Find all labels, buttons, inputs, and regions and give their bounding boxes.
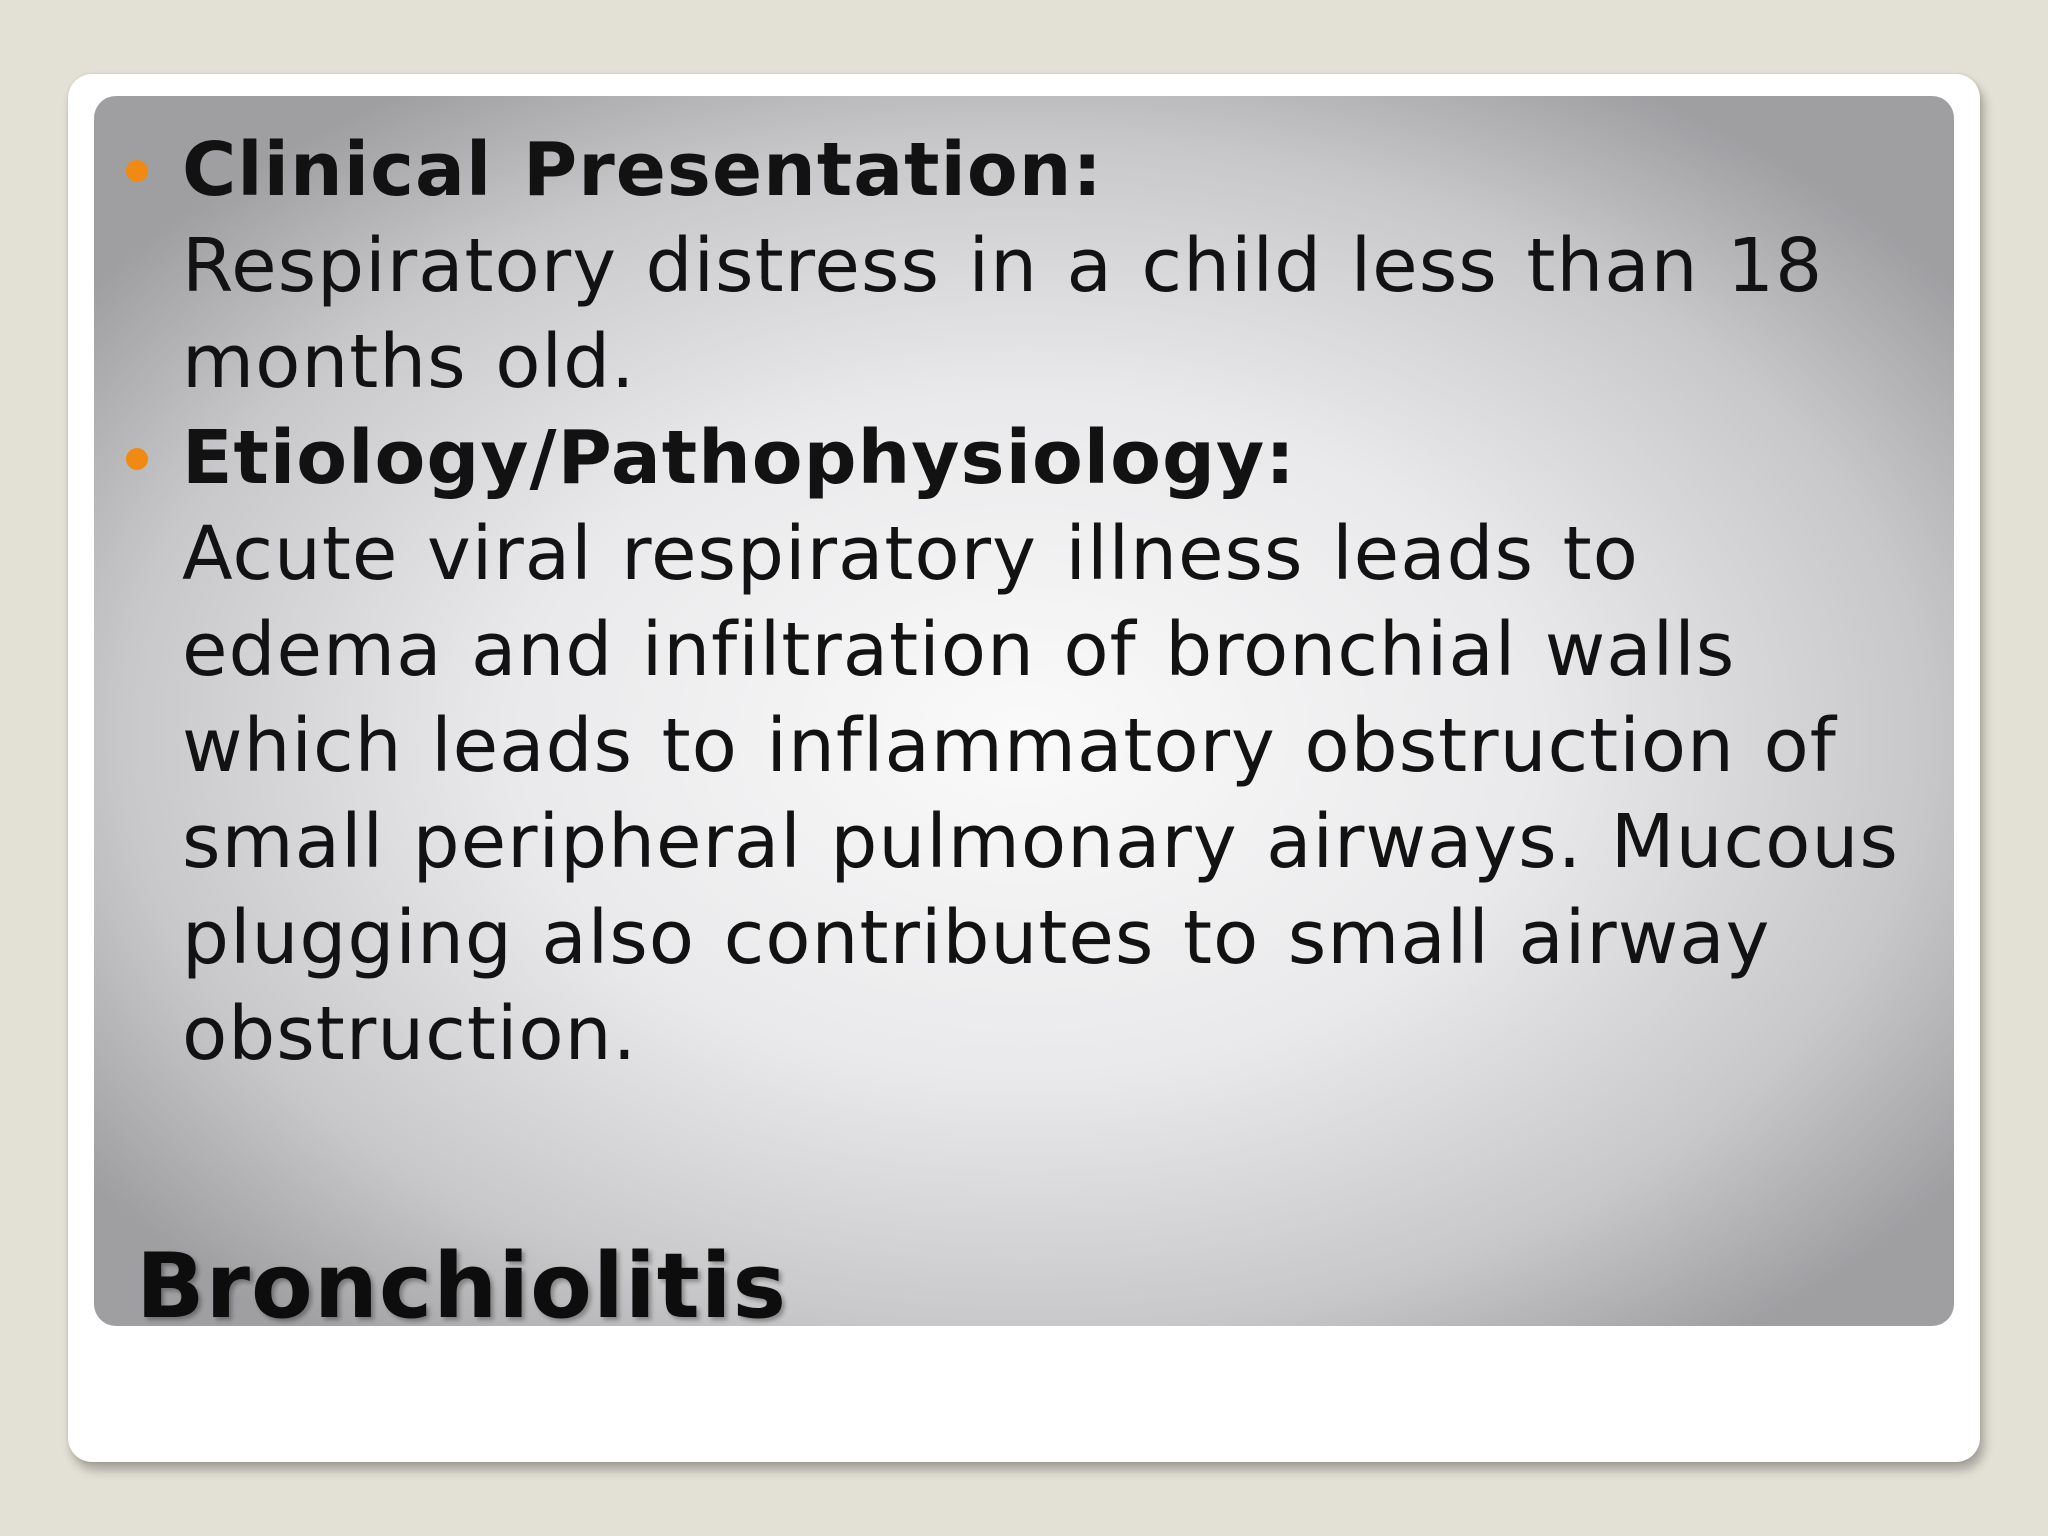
bullet-dot-icon <box>126 160 148 182</box>
slide-title: Bronchiolitis <box>136 1234 788 1339</box>
content-panel <box>94 96 1954 1326</box>
bullet-list <box>94 122 1954 1082</box>
bullet-dot-icon <box>126 448 148 470</box>
bullet-body: Respiratory distress in a child less than 18 months old. <box>182 223 1824 405</box>
bullet-body: Acute viral respiratory illness leads to edema and infiltration of bronchial walls which leads to inflammatory obstruction of small peripheral pulmonary airways. Mucous plugging also contributes to small airway obstruction. <box>182 511 1899 1077</box>
bullet-heading: Etiology/Pathophysiology: <box>182 415 1296 501</box>
bullet-item-etiology <box>94 410 1954 1082</box>
bullet-heading: Clinical Presentation: <box>182 127 1104 213</box>
bullet-item-clinical-presentation <box>94 122 1954 410</box>
